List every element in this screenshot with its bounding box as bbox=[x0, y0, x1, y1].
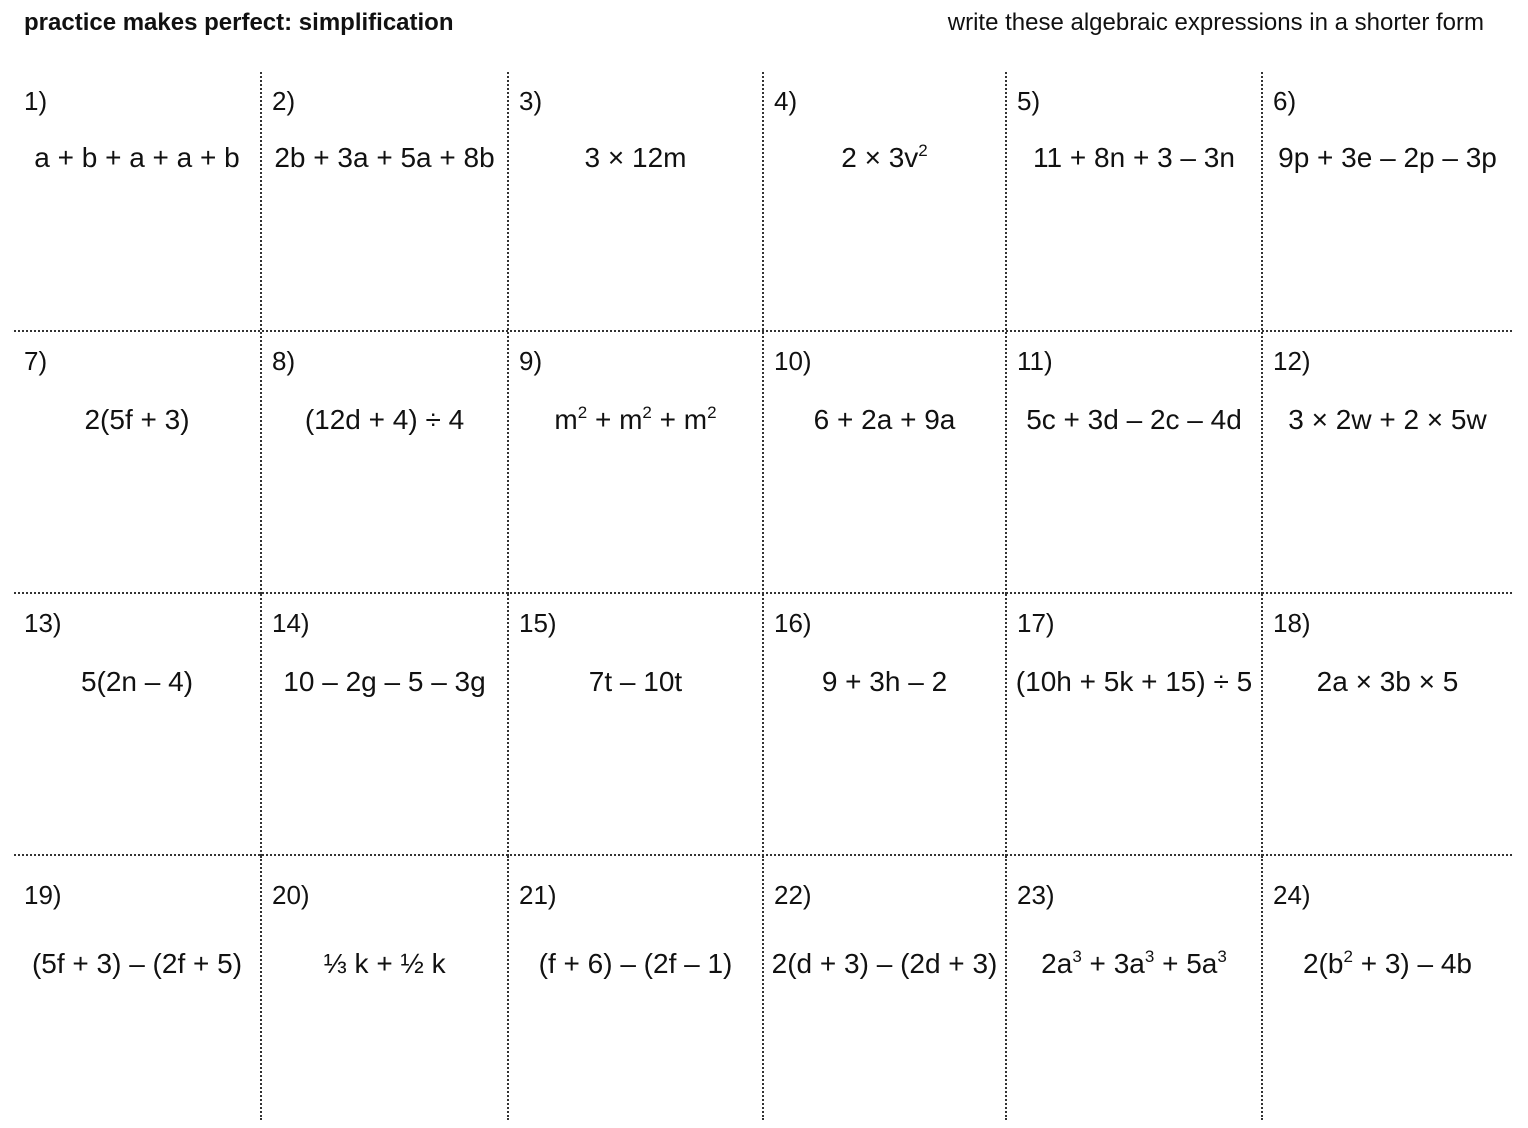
question-cell bbox=[260, 594, 507, 856]
question-number: 1) bbox=[24, 86, 48, 116]
question-number: 8) bbox=[272, 346, 296, 376]
question-expression: 3 × 12m bbox=[584, 142, 687, 173]
question-number: 13) bbox=[24, 608, 62, 638]
question-expression: 7t – 10t bbox=[588, 666, 683, 697]
question-expression: $2a^3 + 3a^3 + 5a^3$ bbox=[1041, 947, 1227, 979]
question-expression: 11 + 8n + 3 – 3n bbox=[1033, 142, 1235, 173]
question-expression: $2(b^2 + 3) - 4b$ bbox=[1302, 947, 1473, 979]
question-cell bbox=[1005, 72, 1261, 330]
question-expression: 9 + 3h – 2 bbox=[821, 666, 948, 697]
question-number: 15) bbox=[519, 608, 557, 638]
question-expression: 2a × 3b × 5 bbox=[1316, 666, 1459, 697]
question-cell bbox=[14, 856, 260, 1120]
question-cell bbox=[1261, 332, 1512, 594]
question-cell bbox=[762, 332, 1005, 594]
question-cell bbox=[1005, 332, 1261, 594]
question-cell bbox=[260, 72, 507, 330]
question-expression: 5c + 3d – 2c – 4d bbox=[1026, 404, 1242, 435]
question-cell bbox=[1261, 594, 1512, 856]
question-expression: 2(5f + 3) bbox=[84, 404, 190, 435]
question-number: 14) bbox=[272, 608, 310, 638]
question-row bbox=[14, 854, 1512, 1120]
question-cell bbox=[507, 332, 762, 594]
question-number: 18) bbox=[1273, 608, 1311, 638]
question-number: 4) bbox=[774, 86, 798, 116]
question-expression: (5f + 3) – (2f + 5) bbox=[31, 948, 243, 979]
worksheet-instructions: write these algebraic expressions in a shorter form bbox=[947, 9, 1484, 36]
question-number: 17) bbox=[1017, 608, 1055, 638]
worksheet-title: practice makes perfect: simplification bbox=[24, 9, 454, 36]
question-cell bbox=[260, 856, 507, 1120]
question-number: 21) bbox=[519, 880, 557, 910]
question-cell bbox=[762, 72, 1005, 330]
question-number: 6) bbox=[1273, 86, 1297, 116]
question-cell bbox=[1261, 72, 1512, 330]
question-cell bbox=[1005, 856, 1261, 1120]
question-expression: (10h + 5k + 15) ÷ 5 bbox=[1015, 666, 1253, 697]
question-expression: 6 + 2a + 9a bbox=[813, 404, 956, 435]
question-expression: (12d + 4) ÷ 4 bbox=[304, 404, 465, 435]
question-expression: a + b + a + a + b bbox=[34, 142, 240, 173]
question-number: 20) bbox=[272, 880, 310, 910]
question-number: 7) bbox=[24, 346, 48, 376]
question-cell bbox=[14, 332, 260, 594]
question-expression: $2 \times 3v^2$ bbox=[841, 141, 928, 173]
question-cell bbox=[1005, 594, 1261, 856]
question-cell bbox=[14, 594, 260, 856]
question-expression: 5(2n – 4) bbox=[80, 666, 194, 697]
question-number: 10) bbox=[774, 346, 812, 376]
question-number: 24) bbox=[1273, 880, 1311, 910]
question-cell bbox=[14, 72, 260, 330]
question-cell bbox=[1261, 856, 1512, 1120]
question-row bbox=[14, 592, 1512, 856]
question-number: 5) bbox=[1017, 86, 1041, 116]
question-cell bbox=[762, 856, 1005, 1120]
question-row bbox=[14, 72, 1512, 330]
question-grid bbox=[14, 72, 1512, 1118]
question-cell bbox=[507, 856, 762, 1120]
question-number: 22) bbox=[774, 880, 812, 910]
question-expression: 3 × 2w + 2 × 5w bbox=[1288, 404, 1487, 435]
question-cell bbox=[762, 594, 1005, 856]
question-cell bbox=[260, 332, 507, 594]
question-cell bbox=[507, 72, 762, 330]
question-cell bbox=[507, 594, 762, 856]
question-number: 2) bbox=[272, 86, 296, 116]
question-number: 9) bbox=[519, 346, 543, 376]
question-expression: 2b + 3a + 5a + 8b bbox=[274, 142, 495, 173]
question-number: 12) bbox=[1273, 346, 1311, 376]
question-number: 16) bbox=[774, 608, 812, 638]
question-number: 11) bbox=[1017, 346, 1053, 376]
question-expression: $m^2 + m^2 + m^2$ bbox=[554, 403, 717, 435]
question-expression: ⅓ k + ½ k bbox=[323, 948, 446, 979]
question-number: 19) bbox=[24, 880, 62, 910]
question-number: 23) bbox=[1017, 880, 1055, 910]
question-expression: (f + 6) – (2f – 1) bbox=[538, 948, 733, 979]
question-expression: 10 – 2g – 5 – 3g bbox=[283, 666, 486, 697]
question-expression: 9p + 3e – 2p – 3p bbox=[1278, 142, 1497, 173]
question-row bbox=[14, 330, 1512, 594]
question-expression: 2(d + 3) – (2d + 3) bbox=[771, 948, 998, 979]
question-number: 3) bbox=[519, 86, 543, 116]
